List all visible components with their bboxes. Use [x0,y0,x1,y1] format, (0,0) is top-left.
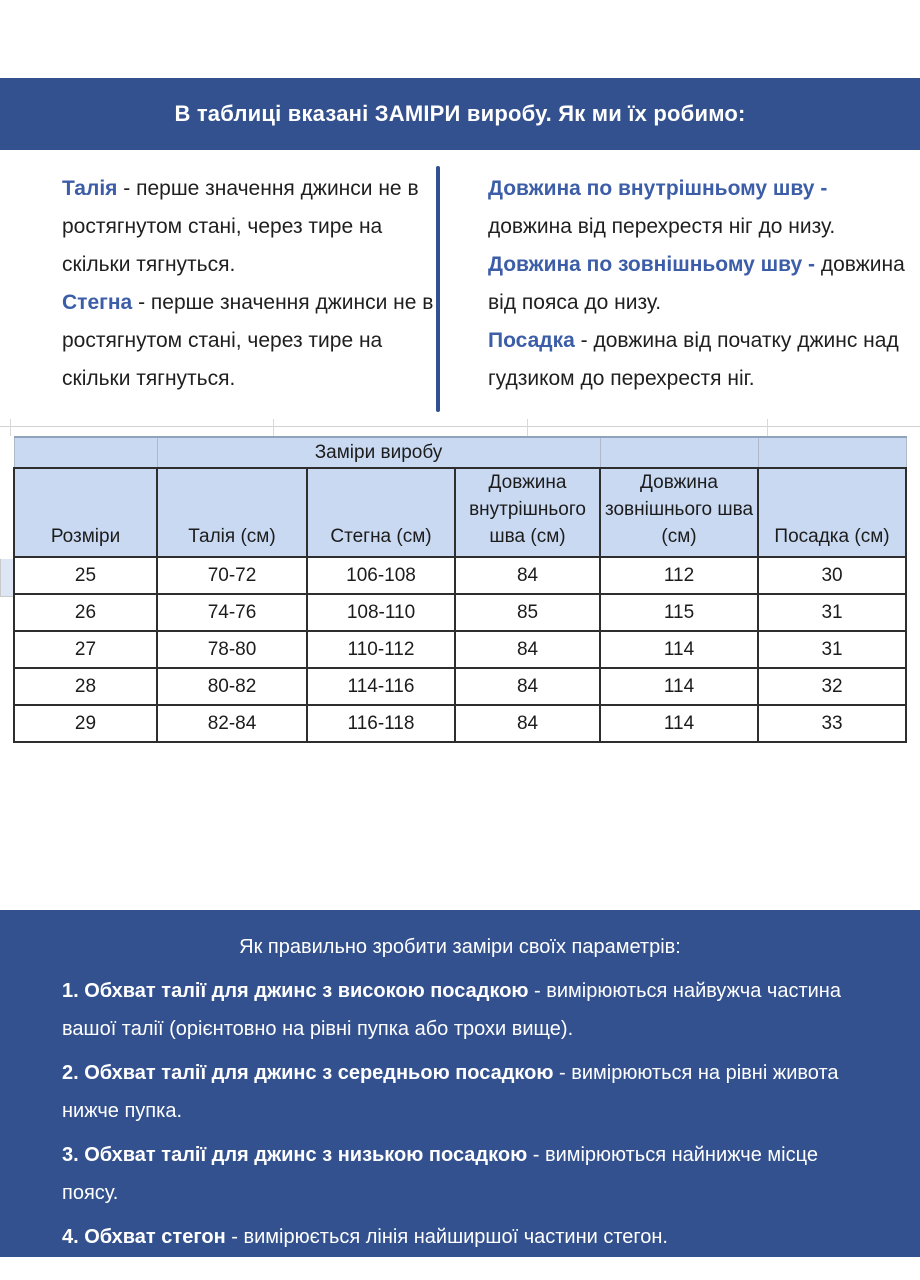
table-title: Заміри виробу [157,437,600,468]
table-cell: 84 [455,557,600,594]
table-cell: 31 [758,594,906,631]
table-cell: 114 [600,668,758,705]
empty-cell [758,437,906,468]
table-cell: 84 [455,631,600,668]
definition-outseam [488,246,912,322]
table-cell: 80-82 [157,668,307,705]
table-cell: 112 [600,557,758,594]
column-header-inseam: Довжина внутрішнього шва (см) [455,468,600,557]
table-cell: 30 [758,557,906,594]
table-cell: 114 [600,631,758,668]
table-cell: 74-76 [157,594,307,631]
instruction-item-4 [62,1218,874,1256]
instruction-lead: 3. Обхват талії для джинс з низькою посадкою [62,1144,528,1166]
instruction-lead: 4. Обхват стегон [62,1226,226,1248]
table-row [14,631,906,668]
definition-text: довжина від пояса до низу. [488,253,905,314]
page-title: В таблиці вказані ЗАМІРИ виробу. Як ми їх робимо: [174,101,746,126]
definition-text: - перше значення джинси не в ростягнутом стані, через тире на скільки тягнуться. [62,177,419,276]
definition-text: - довжина від початку джинс над гудзиком до перехрестя ніг. [488,329,899,390]
instruction-lead: 1. Обхват талії для джинс з високою посадкою [62,980,529,1002]
table-row [14,557,906,594]
definition-hips [62,284,434,398]
instructions-band [0,910,920,1257]
table-cell: 31 [758,631,906,668]
definition-inseam [488,170,912,246]
column-header-waist: Талія (см) [157,468,307,557]
table-cell: 29 [14,705,157,742]
instructions-heading: Як правильно зробити заміри своїх параметрів: [239,936,681,958]
column-header-sizes: Розміри [14,468,157,557]
definitions-left-column [62,170,434,398]
gridline-stub [527,419,528,436]
definition-term: Стегна [62,291,133,314]
empty-cell [600,437,758,468]
table-cell: 28 [14,668,157,705]
table-title-row [14,437,906,468]
instructions-list [62,972,874,1256]
column-header-rise: Посадка (см) [758,468,906,557]
table-cell: 26 [14,594,157,631]
gridline-stub [10,419,11,436]
instruction-text: - вимірюються на рівні живота нижче пупка. [62,1062,839,1122]
gridline-stub [767,419,768,436]
table-cell: 33 [758,705,906,742]
definition-waist [62,170,434,284]
table-cell: 27 [14,631,157,668]
table-cell: 114 [600,705,758,742]
spreadsheet-row-artifact [0,559,13,597]
column-header-outseam: Довжина зовнішнього шва (см) [600,468,758,557]
definition-term: Довжина по зовнішньому шву - [488,253,816,276]
column-divider [436,166,440,412]
definition-term: Посадка [488,329,575,352]
spreadsheet-gridline [0,426,920,427]
table-cell: 114-116 [307,668,455,705]
definitions-section [0,158,920,420]
table-cell: 78-80 [157,631,307,668]
table-cell: 82-84 [157,705,307,742]
definition-rise [488,322,912,398]
definition-text: - перше значення джинси не в ростягнутом стані, через тире на скільки тягнуться. [62,291,434,390]
table-row [14,705,906,742]
table-cell: 70-72 [157,557,307,594]
table-cell: 84 [455,705,600,742]
instruction-lead: 2. Обхват талії для джинс з середньою посадкою [62,1062,554,1084]
instruction-item-1 [62,972,874,1048]
table-cell: 106-108 [307,557,455,594]
table-cell: 25 [14,557,157,594]
definition-term: Талія [62,177,118,200]
table-cell: 116-118 [307,705,455,742]
definition-text: довжина від перехрестя ніг до низу. [488,215,836,238]
instruction-text: - вимірюються найнижче місце поясу. [62,1144,818,1204]
instruction-item-2 [62,1054,874,1130]
table-header-row [14,468,906,557]
instruction-text: - вимірюється лінія найширшої частини стегон. [225,1226,668,1248]
table-cell: 110-112 [307,631,455,668]
definition-term: Довжина по внутрішньому шву - [488,177,828,200]
empty-cell [14,437,157,468]
table-cell: 115 [600,594,758,631]
measurements-table [13,436,907,743]
table-cell: 84 [455,668,600,705]
table-cell: 85 [455,594,600,631]
title-band [0,78,920,150]
table-cell: 108-110 [307,594,455,631]
column-header-hips: Стегна (см) [307,468,455,557]
table-row [14,594,906,631]
instruction-item-3 [62,1136,874,1212]
instruction-text: - вимірюються найвужча частина вашої талії (орієнтовно на рівні пупка або трохи вище). [62,980,841,1040]
gridline-stub [273,419,274,436]
table-row [14,668,906,705]
table-cell: 32 [758,668,906,705]
definitions-right-column [488,170,912,398]
